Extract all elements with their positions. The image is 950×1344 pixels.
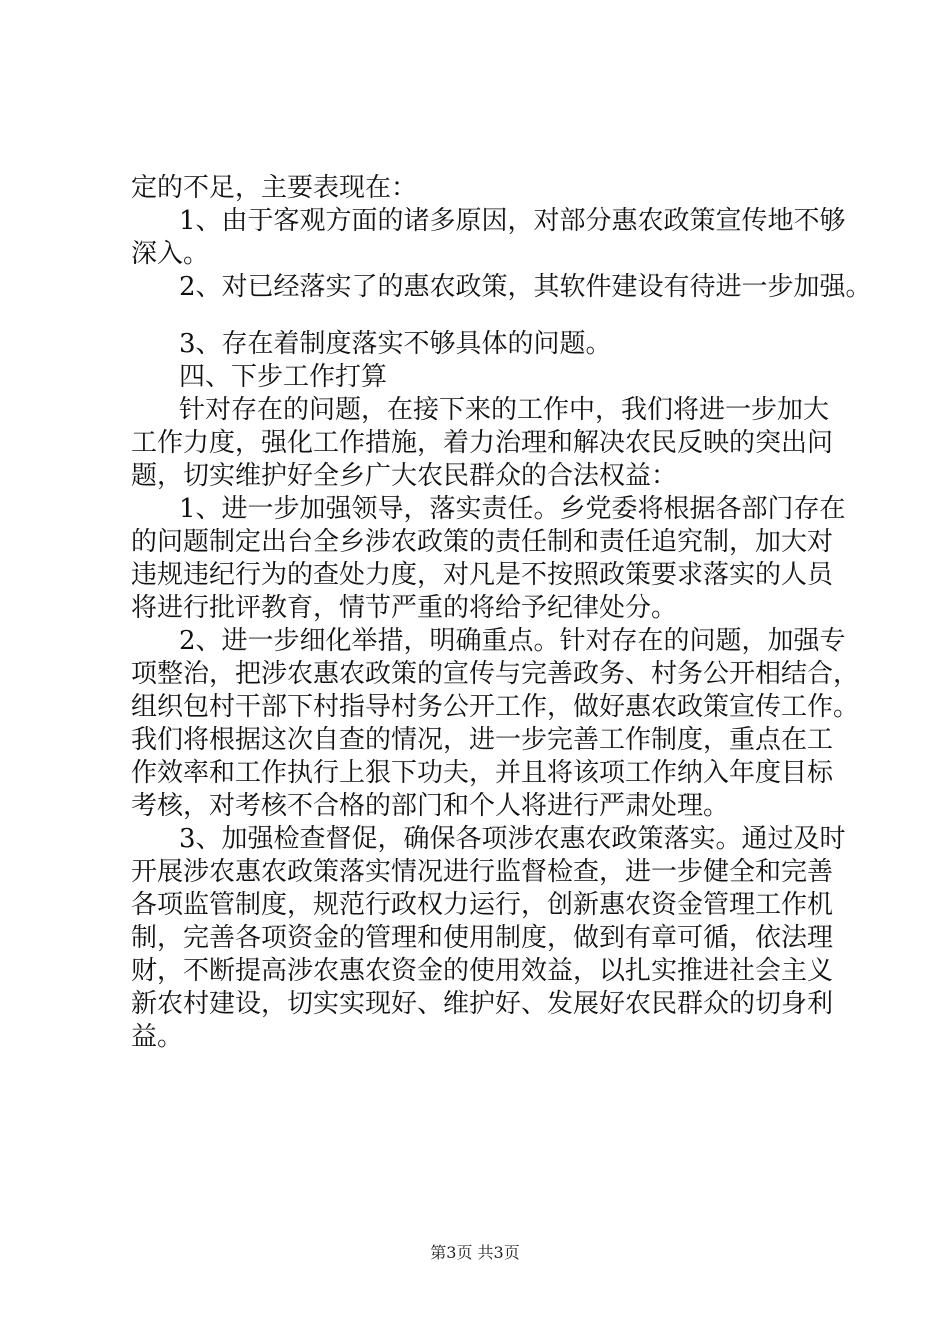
text-line: 深入。 [131, 239, 210, 269]
text-line: 的问题制定出台全乡涉农政策的责任制和责任追究制，加大对 [131, 527, 834, 557]
text-line: 1、进一步加强领导，落实责任。乡党委将根据各部门存在 [179, 494, 846, 524]
page-footer: 第3页 共3页 [430, 1243, 520, 1262]
text-line: 项整治，把涉农惠农政策的宣传与完善政务、村务公开相结合， [131, 659, 860, 689]
text-line: 工作力度，强化工作措施，着力治理和解决农民反映的突出问 [131, 428, 834, 458]
text-line: 新农村建设，切实实现好、维护好、发展好农民群众的切身利 [131, 989, 834, 1019]
text-line: 作效率和工作执行上狠下功夫，并且将该项工作纳入年度目标 [131, 758, 834, 788]
text-line: 我们将根据这次自查的情况，进一步完善工作制度，重点在工 [131, 725, 834, 755]
text-line: 违规违纪行为的查处力度，对凡是不按照政策要求落实的人员 [131, 560, 834, 590]
text-line: 1、由于客观方面的诸多原因，对部分惠农政策宣传地不够 [179, 206, 846, 236]
text-line: 财，不断提高涉农惠农资金的使用效益，以扎实推进社会主义 [131, 956, 834, 986]
text-line: 定的不足，主要表现在： [131, 173, 418, 203]
text-line: 组织包村干部下村指导村务公开工作，做好惠农政策宣传工作。 [131, 692, 860, 722]
text-line: 考核，对考核不合格的部门和个人将进行严肃处理。 [131, 791, 730, 821]
text-line: 题，切实维护好全乡广大农民群众的合法权益： [131, 461, 678, 491]
text-line: 益。 [131, 1022, 184, 1052]
text-line: 2、进一步细化举措，明确重点。针对存在的问题，加强专 [179, 626, 846, 656]
text-line: 针对存在的问题，在接下来的工作中，我们将进一步加大 [179, 395, 830, 425]
text-line: 3、加强检查督促，确保各项涉农惠农政策落实。通过及时 [179, 824, 846, 854]
text-line: 将进行批评教育，情节严重的将给予纪律处分。 [131, 593, 678, 623]
section-heading: 四、下步工作打算 [179, 362, 388, 392]
text-line: 各项监管制度，规范行政权力运行，创新惠农资金管理工作机 [131, 890, 834, 920]
text-line: 制，完善各项资金的管理和使用制度，做到有章可循，依法理 [131, 923, 834, 953]
text-line: 2、对已经落实了的惠农政策，其软件建设有待进一步加强。 [179, 272, 872, 302]
text-line: 3、存在着制度落实不够具体的问题。 [179, 329, 612, 359]
text-line: 开展涉农惠农政策落实情况进行监督检查，进一步健全和完善 [131, 857, 834, 887]
